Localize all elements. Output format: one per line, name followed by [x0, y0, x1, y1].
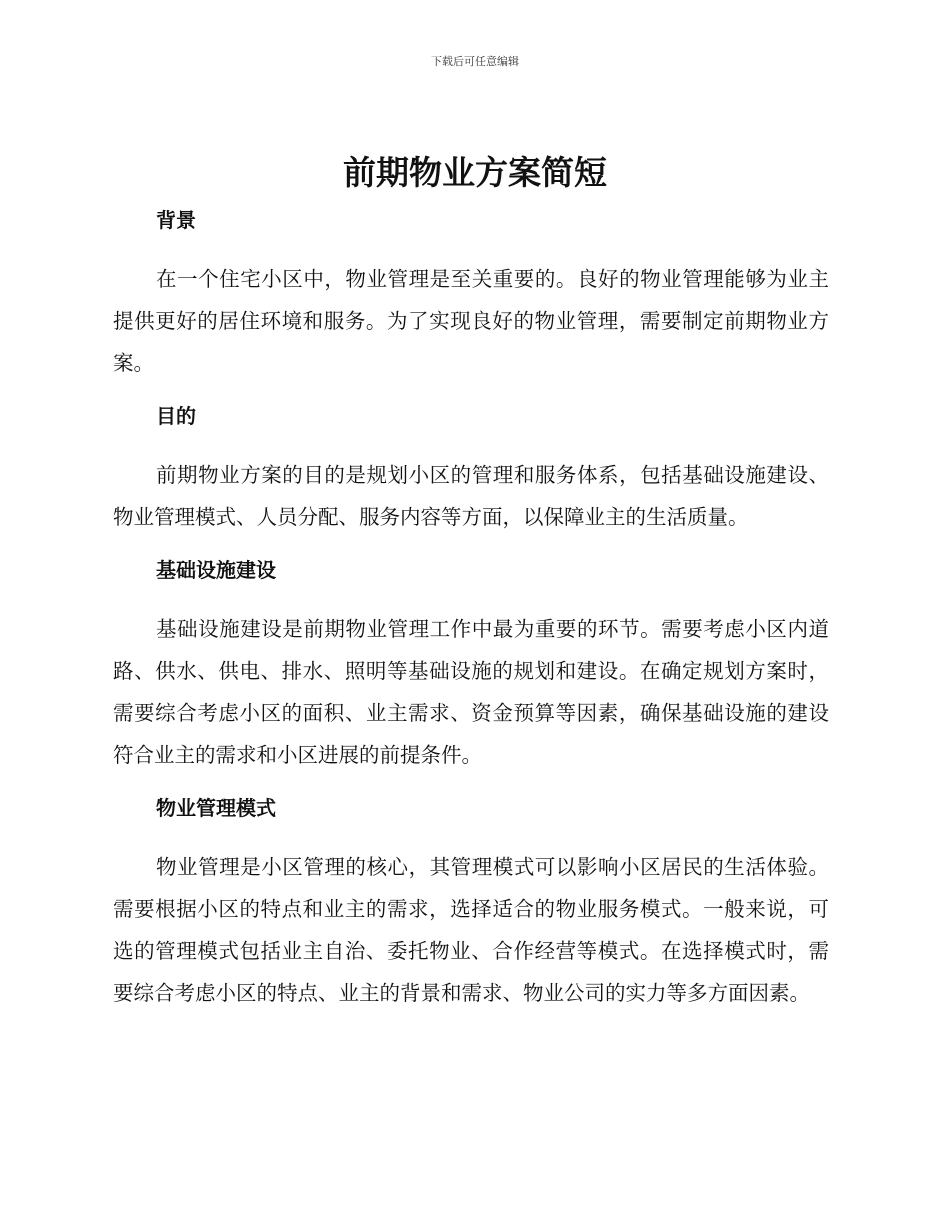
header-note: 下载后可任意编辑	[431, 55, 519, 68]
section-infrastructure	[113, 550, 829, 788]
section-heading: 目的	[156, 404, 196, 428]
document-title: 前期物业方案简短	[343, 153, 607, 192]
section-heading: 背景	[156, 208, 196, 232]
section-paragraph: 物业管理是小区管理的核心，其管理模式可以影响小区居民的生活体验。需要根据小区的特点和业主的需求，选择适合的物业服务模式。一般来说，可选的管理模式包括业主自治、委托物业、合作经营等模式。在选择模式时，需要综合考虑小区的特点、业主的背景和需求、物业公司的实力等多方面因素。	[113, 855, 829, 1005]
section-heading: 物业管理模式	[156, 796, 276, 820]
section-paragraph: 在一个住宅小区中，物业管理是至关重要的。良好的物业管理能够为业主提供更好的居住环境和服务。为了实现良好的物业管理，需要制定前期物业方案。	[113, 267, 829, 375]
document-body	[113, 200, 829, 1014]
section-background	[113, 200, 829, 396]
section-paragraph: 前期物业方案的目的是规划小区的管理和服务体系，包括基础设施建设、物业管理模式、人员分配、服务内容等方面，以保障业主的生活质量。	[113, 463, 829, 529]
section-purpose	[113, 396, 829, 550]
section-management-model	[113, 788, 829, 1014]
section-paragraph: 基础设施建设是前期物业管理工作中最为重要的环节。需要考虑小区内道路、供水、供电、排水、照明等基础设施的规划和建设。在确定规划方案时，需要综合考虑小区的面积、业主需求、资金预算等因素，确保基础设施的建设符合业主的需求和小区进展的前提条件。	[113, 617, 829, 767]
section-heading: 基础设施建设	[156, 558, 276, 582]
